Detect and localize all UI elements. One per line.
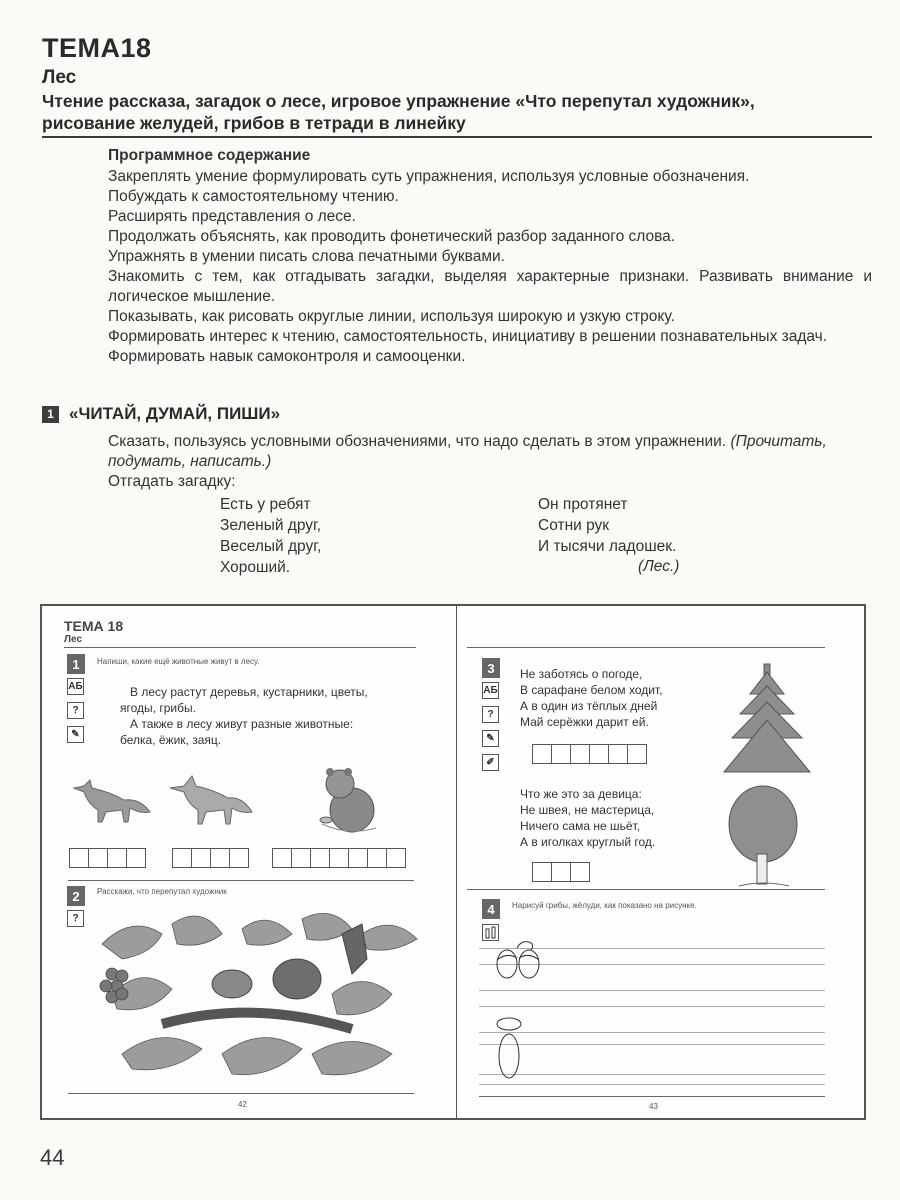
riddle-line: Есть у ребят xyxy=(220,496,311,513)
exercise-number-badge: 1 xyxy=(42,406,59,423)
task-number: 1 xyxy=(67,654,85,674)
answer-boxes-4[interactable] xyxy=(173,848,249,868)
task-instruction: Напиши, какие ещё животные живут в лесу. xyxy=(97,657,260,666)
riddle-line: Он протянет xyxy=(538,496,628,513)
wb-topic: ТЕМА 18 xyxy=(64,618,124,634)
answer-boxes-6[interactable] xyxy=(533,744,647,764)
exercise-1 xyxy=(42,404,872,578)
story-line: белка, ёжик, заяц. xyxy=(120,733,222,747)
task-instruction: Расскажи, что перепутал художник xyxy=(97,887,227,896)
riddle2-line: Что же это за девица: xyxy=(520,787,642,801)
write-icon: ✎ xyxy=(67,726,84,743)
spruce-illustration xyxy=(722,662,812,782)
program-item: Продолжать объяснять, как проводить фонетический разбор заданного слова. xyxy=(108,228,676,245)
writing-line[interactable] xyxy=(479,1006,825,1007)
birch-illustration xyxy=(725,784,801,892)
task-number: 2 xyxy=(67,886,85,906)
story-line: В лесу растут деревья, кустарники, цветы, xyxy=(130,685,368,699)
program-item: Формировать интерес к чтению, самостоятельность, инициативу в решении познавательных задач. xyxy=(108,328,828,345)
story-line: ягоды, грибы. xyxy=(120,701,196,715)
question-icon: ? xyxy=(67,910,84,927)
header-divider xyxy=(42,136,872,138)
program-item: Побуждать к самостоятельному чтению. xyxy=(108,188,399,205)
task-divider xyxy=(68,880,414,881)
fox-illustration xyxy=(70,778,154,828)
topic-number: ТЕМА18 xyxy=(42,33,152,63)
page-number: 44 xyxy=(40,1145,65,1170)
riddle-line: И тысячи ладошек. xyxy=(538,538,677,555)
program-item: Показывать, как рисовать округлые линии, используя широкую и узкую строку. xyxy=(108,308,675,325)
story-line: А также в лесу живут разные животные: xyxy=(130,717,354,731)
program-heading: Программное содержание xyxy=(108,147,311,164)
riddle-line: Веселый друг, xyxy=(220,538,322,555)
answer-boxes-4[interactable] xyxy=(70,848,146,868)
wolf-illustration xyxy=(168,774,254,830)
wb-page-number: 42 xyxy=(238,1100,247,1109)
exercise-title: «ЧИТАЙ, ДУМАЙ, ПИШИ» xyxy=(69,404,281,423)
topic-subtitle-line1: Чтение рассказа, загадок о лесе, игровое упражнение «Что перепутал художник», xyxy=(42,91,755,111)
workbook-page-left xyxy=(42,606,456,1118)
question-icon: ? xyxy=(67,702,84,719)
task-instruction: Нарисуй грибы, жёлуди, как показано на рисунке. xyxy=(512,901,697,910)
riddle2-line: Ничего сама не шьёт, xyxy=(520,819,641,833)
topic-title: Лес xyxy=(42,67,77,88)
riddle2-line: Не швея, не мастерица, xyxy=(520,803,655,817)
riddle-line: Хороший. xyxy=(220,559,291,576)
riddle1-line: Не заботясь о погоде, xyxy=(520,667,643,681)
wb-page-number: 43 xyxy=(649,1102,658,1111)
task-number: 3 xyxy=(482,658,500,678)
riddle-line: Сотни рук xyxy=(538,517,610,534)
answer-boxes-7[interactable] xyxy=(273,848,406,868)
riddle-line: Зеленый друг, xyxy=(220,517,322,534)
program-item: Упражнять в умении писать слова печатными буквами. xyxy=(108,248,505,265)
program-item: Знакомить с тем, как отгадывать загадки, выделяя характерные признаки. Развивать внимание и логическое мышление. xyxy=(108,268,872,305)
write-icon: ✎ xyxy=(482,730,499,747)
riddle-prompt: Отгадать загадку: xyxy=(108,473,236,490)
riddle1-line: А в один из тёплых дней xyxy=(520,699,658,713)
exercise-instruction: Сказать, пользуясь условными обозначениями, что надо сделать в этом упражнении. xyxy=(108,433,727,450)
question-icon: ? xyxy=(482,706,499,723)
writing-line[interactable] xyxy=(479,990,825,991)
riddle1-line: Май серёжки дарит ей. xyxy=(520,715,649,729)
riddle xyxy=(108,494,872,578)
bear-illustration xyxy=(318,764,380,836)
riddle-answer: (Лес.) xyxy=(638,558,680,575)
program-item: Формировать навык самоконтроля и самооценки. xyxy=(108,348,466,365)
wb-header-rule xyxy=(64,647,416,648)
pencil-icon: ✐ xyxy=(482,754,499,771)
riddle2-line: А в иголках круглый год. xyxy=(520,835,656,849)
topic-header xyxy=(42,32,872,134)
confused-artist-illustration xyxy=(92,904,422,1084)
answer-boxes-3[interactable] xyxy=(533,862,590,882)
exercise-hint: (Прочитать, подумать, написать.) xyxy=(108,433,827,470)
page-bottom-rule xyxy=(68,1093,414,1094)
task-number: 4 xyxy=(482,899,500,919)
workbook-spread xyxy=(40,604,866,1120)
workbook-page-right xyxy=(457,606,866,1118)
task-divider xyxy=(467,889,825,890)
program-content xyxy=(108,146,872,367)
read-icon: АБ xyxy=(482,682,499,699)
wb-header-rule xyxy=(467,647,825,648)
riddle1-line: В сарафане белом ходит, xyxy=(520,683,663,697)
wb-topic-sub: Лес xyxy=(64,634,83,645)
acorn-sample-drawing xyxy=(491,936,551,980)
program-item: Закреплять умение формулировать суть упражнения, используя условные обозначения. xyxy=(108,168,750,185)
program-item: Расширять представления о лесе. xyxy=(108,208,356,225)
topic-subtitle-line2: рисование желудей, грибов в тетради в линейку xyxy=(42,113,466,133)
read-icon: АБ xyxy=(67,678,84,695)
page-bottom-rule xyxy=(479,1096,825,1097)
mushroom-sample-drawing xyxy=(493,1016,533,1088)
